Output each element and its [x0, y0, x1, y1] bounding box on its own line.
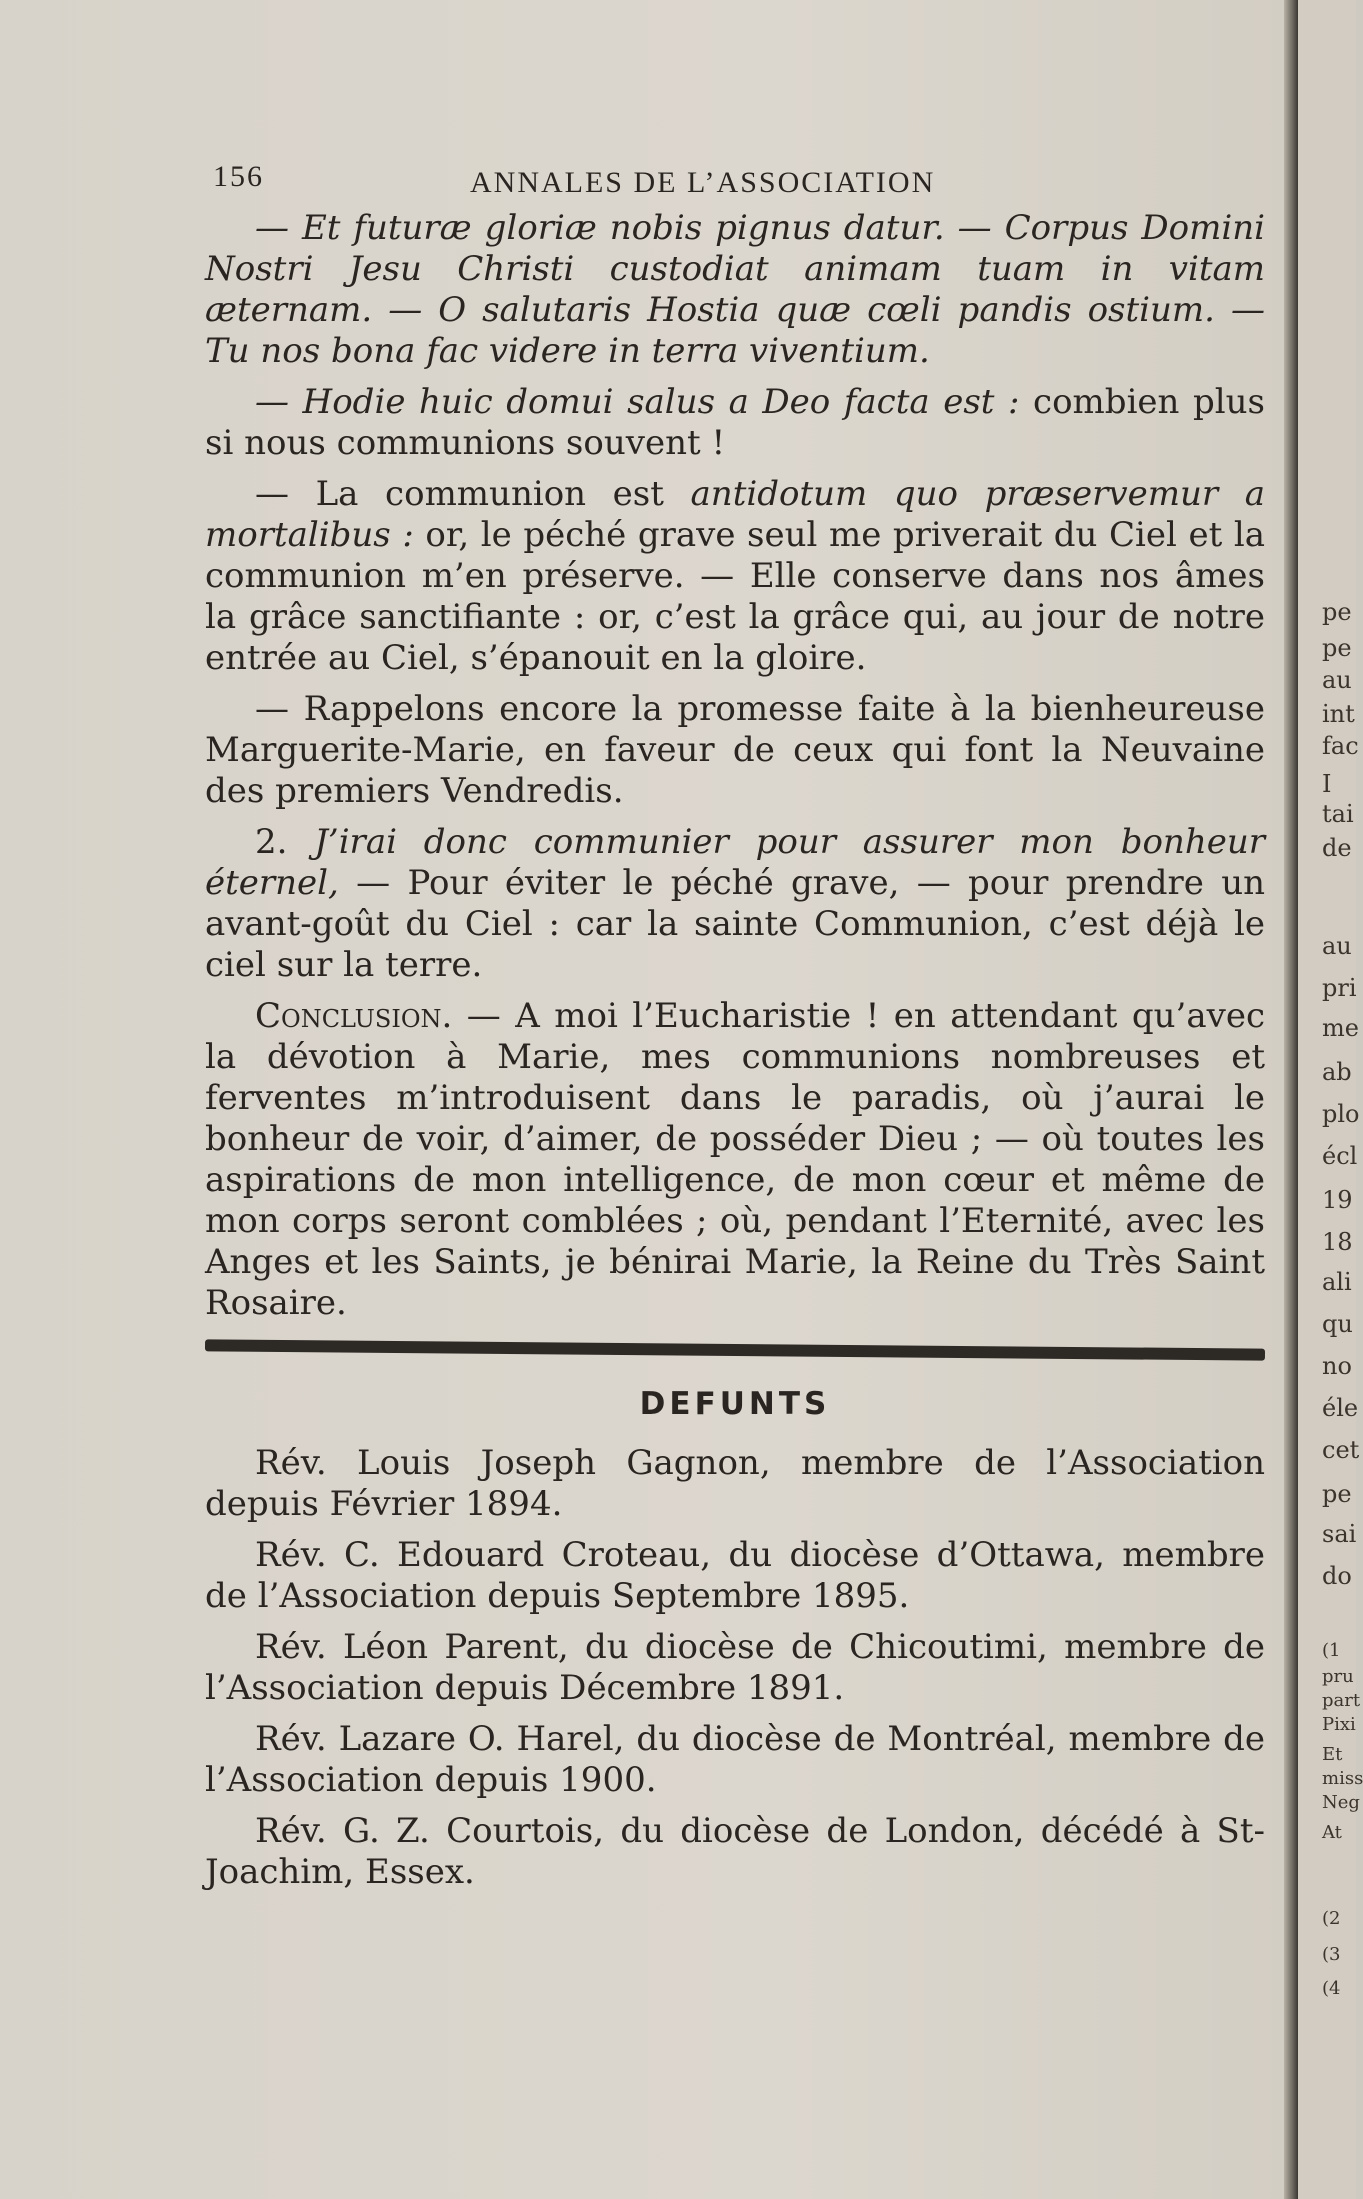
adjacent-page-edge [1298, 0, 1363, 2199]
defunt-entry: Rév. Lazare O. Harel, du diocèse de Montréal, membre de l’Association depuis 1900. [205, 1719, 1265, 1800]
adjacent-page-fragment: au [1322, 666, 1352, 694]
adjacent-page-fragment: cet [1322, 1436, 1360, 1464]
paragraph-promesse: — Rappelons encore la promesse faite à la bienheureuse Marguerite-Marie, en faveur de ceux qui font la Neuvaine des premiers Vendredis. [205, 689, 1265, 811]
adjacent-page-fragment: do [1322, 1562, 1352, 1590]
adjacent-page-fragment: qu [1322, 1310, 1353, 1338]
page-number: 156 [213, 160, 264, 193]
adjacent-page-fragment: pru [1322, 1666, 1354, 1687]
adjacent-page-fragment: pri [1322, 974, 1357, 1002]
adjacent-page-fragment: sai [1322, 1520, 1357, 1548]
defunt-entry: Rév. G. Z. Courtois, du diocèse de London, décédé à St-Joachim, Essex. [205, 1811, 1265, 1892]
adjacent-page-fragment: At [1322, 1822, 1342, 1843]
adjacent-page-fragment: tai [1322, 800, 1354, 828]
adjacent-page-fragment: miss [1322, 1768, 1363, 1789]
defunt-entry: Rév. Léon Parent, du diocèse de Chicoutimi, membre de l’Association depuis Décembre 1891. [205, 1627, 1265, 1708]
running-header [205, 150, 1265, 208]
section-divider [205, 1339, 1265, 1360]
adjacent-page-fragment: 18 [1322, 1228, 1353, 1256]
adjacent-page-fragment: de [1322, 834, 1352, 862]
paragraph-hodie: — Hodie huic domui salus a Deo facta est : combien plus si nous communions souvent ! [205, 382, 1266, 463]
adjacent-page-fragment: ab [1322, 1058, 1352, 1086]
adjacent-page-fragment: pe [1322, 1480, 1352, 1508]
paragraph-point-2: 2. J’irai donc communier pour assurer mon bonheur éternel, — Pour éviter le péché grave, — pour prendre un avant-goût du Ciel : car la sainte Communion, c’est déjà le ciel sur la terre. [205, 822, 1265, 985]
adjacent-page-fragment: (3 [1322, 1944, 1341, 1965]
adjacent-page-fragment: éle [1322, 1394, 1359, 1422]
adjacent-page-fragment: pe [1322, 634, 1352, 662]
adjacent-page-fragment: int [1322, 700, 1355, 728]
defunt-entry: Rév. Louis Joseph Gagnon, membre de l’Association depuis Février 1894. [205, 1443, 1265, 1524]
adjacent-page-fragment: Neg [1322, 1792, 1360, 1813]
adjacent-page-fragment: plo [1322, 1100, 1360, 1128]
page-text [205, 150, 1265, 1903]
paragraph-latin-prayer: — Et futuræ gloriæ nobis pignus datur. — Corpus Domini Nostri Jesu Christi custodiat animam tuam in vitam æternam. — O salutaris Hostia quæ cœli pandis ostium. — Tu nos bona fac videre in terra viventium. [205, 208, 1265, 371]
adjacent-page-fragment: fac [1322, 732, 1359, 760]
adjacent-page-fragment: 19 [1322, 1186, 1353, 1214]
adjacent-page-fragment: (4 [1322, 1978, 1341, 1999]
paragraph-conclusion: Conclusion. — A moi l’Eucharistie ! en attendant qu’avec la dévotion à Marie, mes communions nombreuses et ferventes m’introduisent dans le paradis, où j’aurai le bonheur de voir, d’aimer, de posséder Dieu ; — où toutes les aspirations de mon intelligence, de mon cœur et même de mon corps seront comblées ; où, pendant l’Eternité, avec les Anges et les Saints, je bénirai Marie, la Reine du Très Saint Rosaire. [205, 996, 1265, 1323]
running-title: ANNALES DE L’ASSOCIATION [470, 166, 936, 199]
book-gutter [1284, 0, 1298, 2199]
paragraph-communion: — La communion est antidotum quo præservemur a mortalibus : or, le péché grave seul me priverait du Ciel et la communion m’en préserve. — Elle conserve dans nos âmes la grâce sanctifiante : or, c’est la grâce qui, au jour de notre entrée au Ciel, s’épanouit en la gloire. [205, 474, 1265, 678]
adjacent-page-fragment: (1 [1322, 1640, 1341, 1661]
adjacent-page-fragment: ali [1322, 1268, 1352, 1296]
adjacent-page-fragment: Et [1322, 1744, 1343, 1765]
defunt-entry: Rév. C. Edouard Croteau, du diocèse d’Ottawa, membre de l’Association depuis Septembre 1895. [205, 1535, 1265, 1616]
adjacent-page-fragment: Pixi [1322, 1714, 1356, 1735]
adjacent-page-fragment: no [1322, 1352, 1352, 1380]
adjacent-page-fragment: I [1322, 770, 1332, 798]
adjacent-page-fragment: me [1322, 1014, 1359, 1042]
adjacent-page-fragment: part [1322, 1690, 1361, 1711]
adjacent-page-fragment: pe [1322, 598, 1352, 626]
adjacent-page-fragment: au [1322, 932, 1352, 960]
adjacent-page-fragment: (2 [1322, 1908, 1341, 1929]
section-title-defunts: DEFUNTS [639, 1386, 831, 1422]
adjacent-page-fragment: écl [1322, 1142, 1358, 1170]
